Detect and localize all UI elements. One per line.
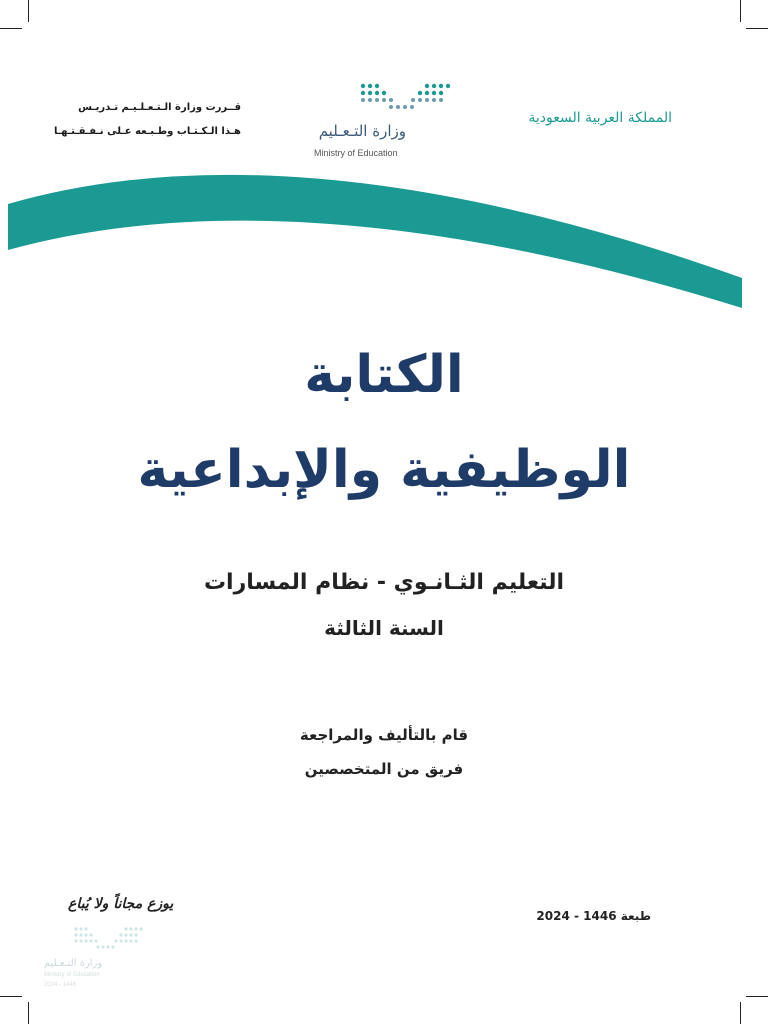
education-stage: التعليم الثـانـوي - نظام المسارات (203, 570, 565, 595)
small-ministry-name-arabic: وزارة التـعـليم (44, 958, 103, 969)
free-distribution-note: يوزع مجاناً ولا يُباع (68, 896, 174, 912)
crop-mark-top-right-h (746, 28, 768, 29)
crop-mark-top-left (28, 0, 29, 22)
edition-year: طبعة 1446 - 2024 (536, 909, 651, 923)
ministry-name-arabic: وزارة التـعـليم (318, 122, 406, 140)
kingdom-name: المملكة العربية السعودية (528, 110, 672, 126)
small-ministry-name-english: Ministry of Education (44, 972, 100, 978)
authoring-team: فريق من المتخصصين (304, 760, 464, 778)
small-ministry-logo-icon (70, 925, 150, 955)
crop-mark-bottom-right-h (746, 996, 768, 997)
crop-mark-top-right (740, 0, 741, 22)
crop-mark-bottom-left (28, 1002, 29, 1024)
crop-mark-top-left-h (0, 28, 22, 29)
decree-line-2: هـذا الـكـتـاب وطـبـعه عـلى نـفـقـتـهـا (53, 126, 241, 137)
school-year: السنة الثالثة (324, 616, 444, 640)
ministry-name-english: Ministry of Education (314, 148, 398, 158)
authored-by-label: قام بالتأليف والمراجعة (299, 726, 469, 744)
small-year: 2024 - 1446 (44, 982, 77, 988)
crop-mark-bottom-left-h (0, 996, 22, 997)
teal-arc-band (0, 160, 768, 320)
decree-line-1: قــررت وزارة الـتـعـلـيـم تـدريـس (78, 102, 241, 113)
crop-mark-bottom-right (740, 1002, 741, 1024)
book-title-line-1: الكتابة (304, 345, 464, 405)
book-title-line-2: الوظيفية والإبداعية (137, 440, 631, 500)
